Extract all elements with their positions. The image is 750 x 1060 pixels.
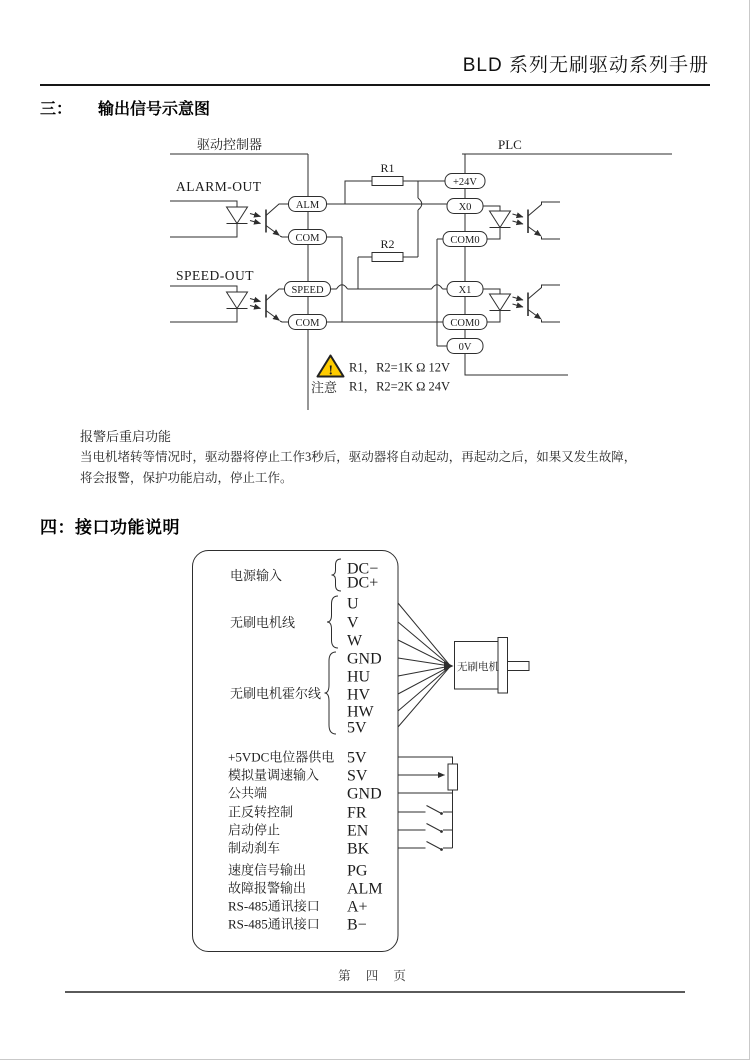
pin-label: U: [347, 595, 359, 613]
row-label: 速度信号输出: [228, 862, 307, 878]
pin-label: HU: [347, 668, 371, 686]
row-label: 公共端: [228, 785, 268, 801]
section4-heading: 四：接口功能说明: [40, 518, 180, 537]
pin-label: DC−: [347, 560, 379, 578]
switch-en-icon: [398, 824, 453, 833]
function-row-labels: [228, 750, 383, 934]
interface-diagram: [180, 540, 570, 970]
pin-label: V: [347, 614, 359, 632]
note-title: 报警后重启功能: [80, 429, 172, 444]
resistor-r1-label: R1: [380, 161, 395, 175]
row-pin: FR: [347, 804, 367, 822]
resistor-r2: [372, 237, 403, 262]
row-pin: BK: [347, 840, 370, 858]
warning-exclamation: !: [328, 362, 334, 378]
row-label: RS-485通讯接口: [228, 916, 320, 932]
terminal-x1: X1: [458, 284, 472, 296]
row-pin: PG: [347, 862, 368, 880]
motor-label: 无刷电机: [457, 662, 499, 673]
note-line: 将会报警，保护功能启动，停止工作。: [80, 471, 293, 485]
group-label-power: 电源输入: [230, 568, 283, 583]
page-number: 第 四 页: [338, 969, 412, 983]
output-signal-diagram: [150, 130, 710, 410]
terminal-com0b: COM0: [450, 317, 480, 329]
group-pin-labels: [347, 561, 382, 737]
brushless-motor-icon: [455, 638, 530, 694]
alarm-restart-note: [80, 426, 636, 489]
row-pin: SV: [347, 767, 368, 785]
plc-optocoupler-2-icon: [483, 285, 560, 322]
section3-title: 输出信号示意图: [98, 101, 211, 118]
row-label: +5VDC电位器供电: [228, 749, 335, 765]
resistor-r1: [372, 161, 403, 186]
warning-line1: R1，R2=1K Ω 12V: [349, 360, 451, 375]
wire-arrowhead: [444, 662, 454, 671]
terminal-0v: 0V: [458, 341, 472, 353]
terminal-x0: X0: [458, 201, 472, 213]
row-pin: GND: [347, 785, 382, 803]
warning-note: [311, 356, 450, 396]
plc-optocoupler-1-icon: [483, 202, 560, 239]
row-pin: ALM: [347, 880, 383, 898]
plc-label: PLC: [498, 137, 522, 152]
row-label: 模拟量调速输入: [228, 767, 320, 783]
footer-rule: [65, 991, 685, 993]
pin-label: W: [347, 632, 363, 650]
pin-label: GND: [347, 650, 382, 668]
group-label-hall-wires: 无刷电机霍尔线: [230, 686, 322, 701]
alarm-out-label: ALARM-OUT: [176, 179, 262, 194]
motor-wires: [398, 603, 454, 727]
pin-label: HV: [347, 686, 371, 704]
potentiometer-icon: [448, 764, 458, 790]
row-pin: B−: [347, 916, 367, 934]
terminal-alm: ALM: [295, 199, 320, 211]
terminal-com2: COM: [295, 317, 320, 329]
warning-label: 注意: [311, 380, 338, 395]
pin-label: 5V: [347, 719, 367, 737]
plc-enclosure-line: [462, 154, 672, 375]
row-pin: A+: [347, 898, 368, 916]
row-label: RS-485通讯接口: [228, 898, 320, 914]
pin-label: HW: [347, 703, 374, 721]
driver-label: 驱动控制器: [197, 137, 263, 152]
terminal-com0a: COM0: [450, 234, 480, 246]
document-title: BLD 系列无刷驱动系列手册: [462, 55, 709, 76]
potentiometer-circuit: [398, 757, 458, 848]
section3-number: 三：: [40, 101, 73, 118]
wiring: [327, 181, 447, 346]
row-label: 故障报警输出: [228, 880, 307, 896]
group-label-motor-wires: 无刷电机线: [230, 615, 296, 630]
row-pin: 5V: [347, 749, 367, 767]
row-label: 制动刹车: [228, 840, 281, 856]
terminal-speed: SPEED: [291, 284, 324, 296]
resistor-r2-label: R2: [380, 237, 395, 251]
pin-group-braces: [325, 559, 342, 734]
speed-optocoupler-icon: [170, 286, 289, 322]
section3-heading: [40, 96, 210, 119]
switch-fr-icon: [398, 806, 453, 815]
terminal-24v: +24V: [452, 176, 478, 188]
row-pin: EN: [347, 822, 369, 840]
terminal-com1: COM: [295, 232, 320, 244]
row-label: 启动停止: [228, 822, 281, 838]
row-label: 正反转控制: [228, 804, 294, 820]
switch-bk-icon: [398, 842, 453, 851]
alarm-optocoupler-icon: [170, 201, 289, 237]
warning-line2: R1，R2=2K Ω 24V: [349, 379, 451, 394]
header-rule: [40, 84, 710, 86]
note-line: 当电机堵转等情况时，驱动器将停止工作3秒后，驱动器将自动起动，再起动之后，如果又发生故障，: [80, 450, 637, 464]
pin-label: DC+: [347, 574, 379, 592]
speed-out-label: SPEED-OUT: [176, 268, 254, 283]
